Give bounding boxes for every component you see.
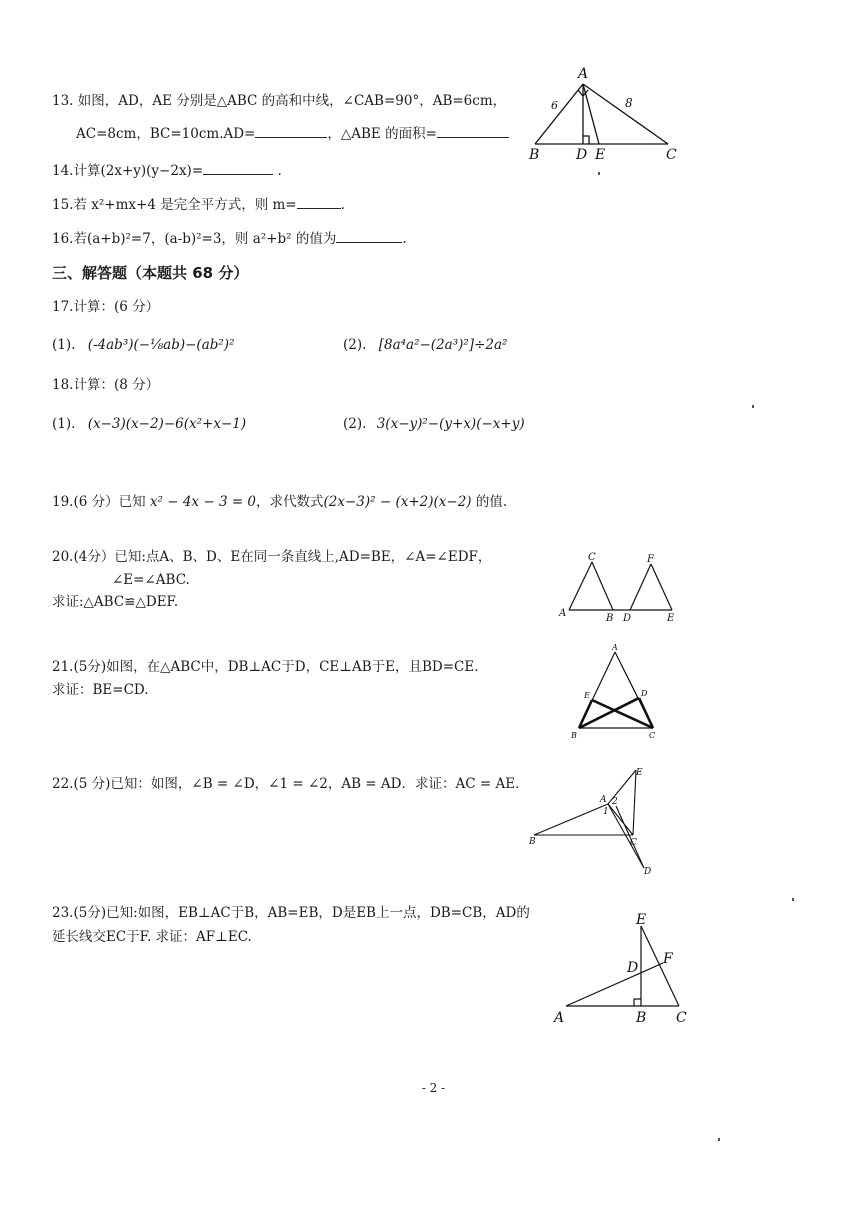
q13-label-a: A [578, 66, 589, 82]
scan-speck [598, 172, 600, 175]
q20-label-e: E [667, 613, 675, 624]
q21-label-a: A [612, 643, 618, 652]
page-number: - 2 - [421, 1081, 446, 1095]
q20-line2: ∠E=∠ABC. [112, 572, 190, 588]
q20-label-b: B [606, 613, 614, 624]
q17-part2 [343, 336, 507, 354]
q17-header: 17.计算：(6 分） [52, 299, 160, 315]
q17-part1 [52, 336, 235, 354]
q14-end: . [277, 163, 282, 179]
q23-label-e: E [636, 912, 647, 928]
q13-label-e: E [595, 147, 606, 163]
q18-part1 [52, 415, 246, 433]
scan-speck [718, 1138, 720, 1141]
q18-part2 [343, 415, 525, 433]
q23-line1: 23.(5分)已知:如图，EB⊥AC于B，AB=EB，D是EB上一点，DB=CB，AD的 [52, 905, 530, 921]
q18-header: 18.计算：(8 分） [52, 377, 160, 393]
q19-prompt: 19.(6 分）已知 [52, 494, 146, 510]
q21-line1: 21.(5分)如图，在△ABC中，DB⊥AC于D，CE⊥AB于E，且BD=CE. [52, 659, 479, 675]
q18-p1-expr: (x−3)(x−2)−6(x²+x−1) [87, 416, 247, 432]
q19-line [52, 493, 507, 511]
q23-label-f: F [663, 951, 673, 967]
q20-label-c: C [588, 552, 596, 563]
q13-label-c: C [666, 147, 677, 163]
q21-figure [565, 640, 665, 744]
q13-label-b: B [529, 147, 540, 163]
q23-label-b: B [636, 1010, 647, 1026]
q20-line1: 20.(4分）已知:点A、B、D、E在同一条直线上,AD=BE，∠A=∠EDF， [52, 549, 492, 565]
q22-label-e: E [636, 768, 643, 778]
q13-figure [525, 62, 685, 174]
q21-label-e: E [584, 691, 590, 700]
q13-label-d: D [576, 147, 588, 163]
q15-blank [297, 196, 341, 209]
q21-label-d: D [641, 689, 648, 698]
q20-line3: 求证:△ABC≌△DEF. [52, 594, 179, 610]
q14-blank [203, 162, 273, 175]
q19-expression: (2x−3)² − (x+2)(x−2) [323, 494, 472, 510]
q18-p2-expr: 3(x−y)²−(y+x)(−x+y) [376, 416, 525, 432]
q18-p1-label: (1). [52, 416, 76, 432]
q17-p2-label: (2). [343, 337, 367, 353]
q13-ad-blank [255, 125, 327, 138]
q20-label-d: D [623, 613, 632, 624]
q13-line1: 13. 如图，AD，AE 分别是△ABC 的高和中线，∠CAB=90°，AB=6cm， [52, 93, 507, 109]
q23-figure [548, 906, 698, 1030]
q22-label-b: B [529, 837, 536, 847]
q14-prompt: 14.计算(2x+y)(y−2x)= [52, 163, 204, 179]
q20-label-f: F [647, 554, 654, 565]
q19-end: 的值. [475, 494, 508, 510]
q16-end: . [402, 231, 407, 247]
q21-line2: 求证：BE=CD. [52, 682, 149, 698]
q19-mid: ，求代数式 [256, 494, 324, 510]
q22-line: 22.(5 分)已知：如图，∠B = ∠D，∠1 = ∠2，AB = AD．求证：AC = AE． [52, 776, 529, 792]
q23-label-a: A [554, 1010, 565, 1026]
q16-line [52, 230, 407, 248]
q21-label-c: C [649, 731, 656, 740]
q16-prompt: 16.若(a+b)²=7，(a-b)²=3，则 a²+b² 的值为 [52, 231, 337, 247]
q22-label-a: A [600, 795, 607, 805]
q13-line2 [76, 125, 509, 143]
q13-mark-ab: 6 [551, 99, 558, 112]
q13-mark-ac: 8 [625, 96, 633, 110]
q17-p1-label: (1). [52, 337, 76, 353]
section3-title: 三、解答题（本题共 68 分） [52, 264, 249, 282]
q20-figure [555, 550, 685, 626]
q22-label-1: 1 [603, 807, 609, 817]
q16-blank [336, 230, 402, 243]
q15-line [52, 196, 345, 214]
q22-label-2: 2 [612, 797, 618, 807]
q21-label-b: B [571, 731, 577, 740]
q13-area-blank [437, 125, 509, 138]
q14-line [52, 162, 282, 180]
q22-label-c: C [630, 838, 637, 848]
q23-line2: 延长线交EC于F. 求证：AF⊥EC. [52, 929, 252, 945]
q23-label-c: C [676, 1010, 687, 1026]
scan-speck [752, 405, 754, 408]
q17-p1-expr: (-4ab³)(−⅛ab)−(ab²)² [87, 337, 235, 353]
q15-end: . [340, 197, 345, 213]
q23-label-d: D [627, 960, 639, 976]
q17-p2-expr: [8a⁴a²−(2a³)²]÷2a² [378, 337, 508, 353]
q15-prompt: 15.若 x²+mx+4 是完全平方式，则 m= [52, 197, 297, 213]
q20-label-a: A [559, 608, 567, 619]
q13-area-prompt: ，△ABE 的面积= [327, 126, 437, 142]
scan-speck [792, 898, 794, 901]
q22-label-d: D [644, 867, 652, 877]
q13-ad-prompt: AC=8cm，BC=10cm.AD= [76, 126, 256, 142]
q19-equation: x² − 4x − 3 = 0 [149, 494, 257, 510]
q22-figure [520, 760, 660, 880]
q18-p2-label: (2). [343, 416, 367, 432]
